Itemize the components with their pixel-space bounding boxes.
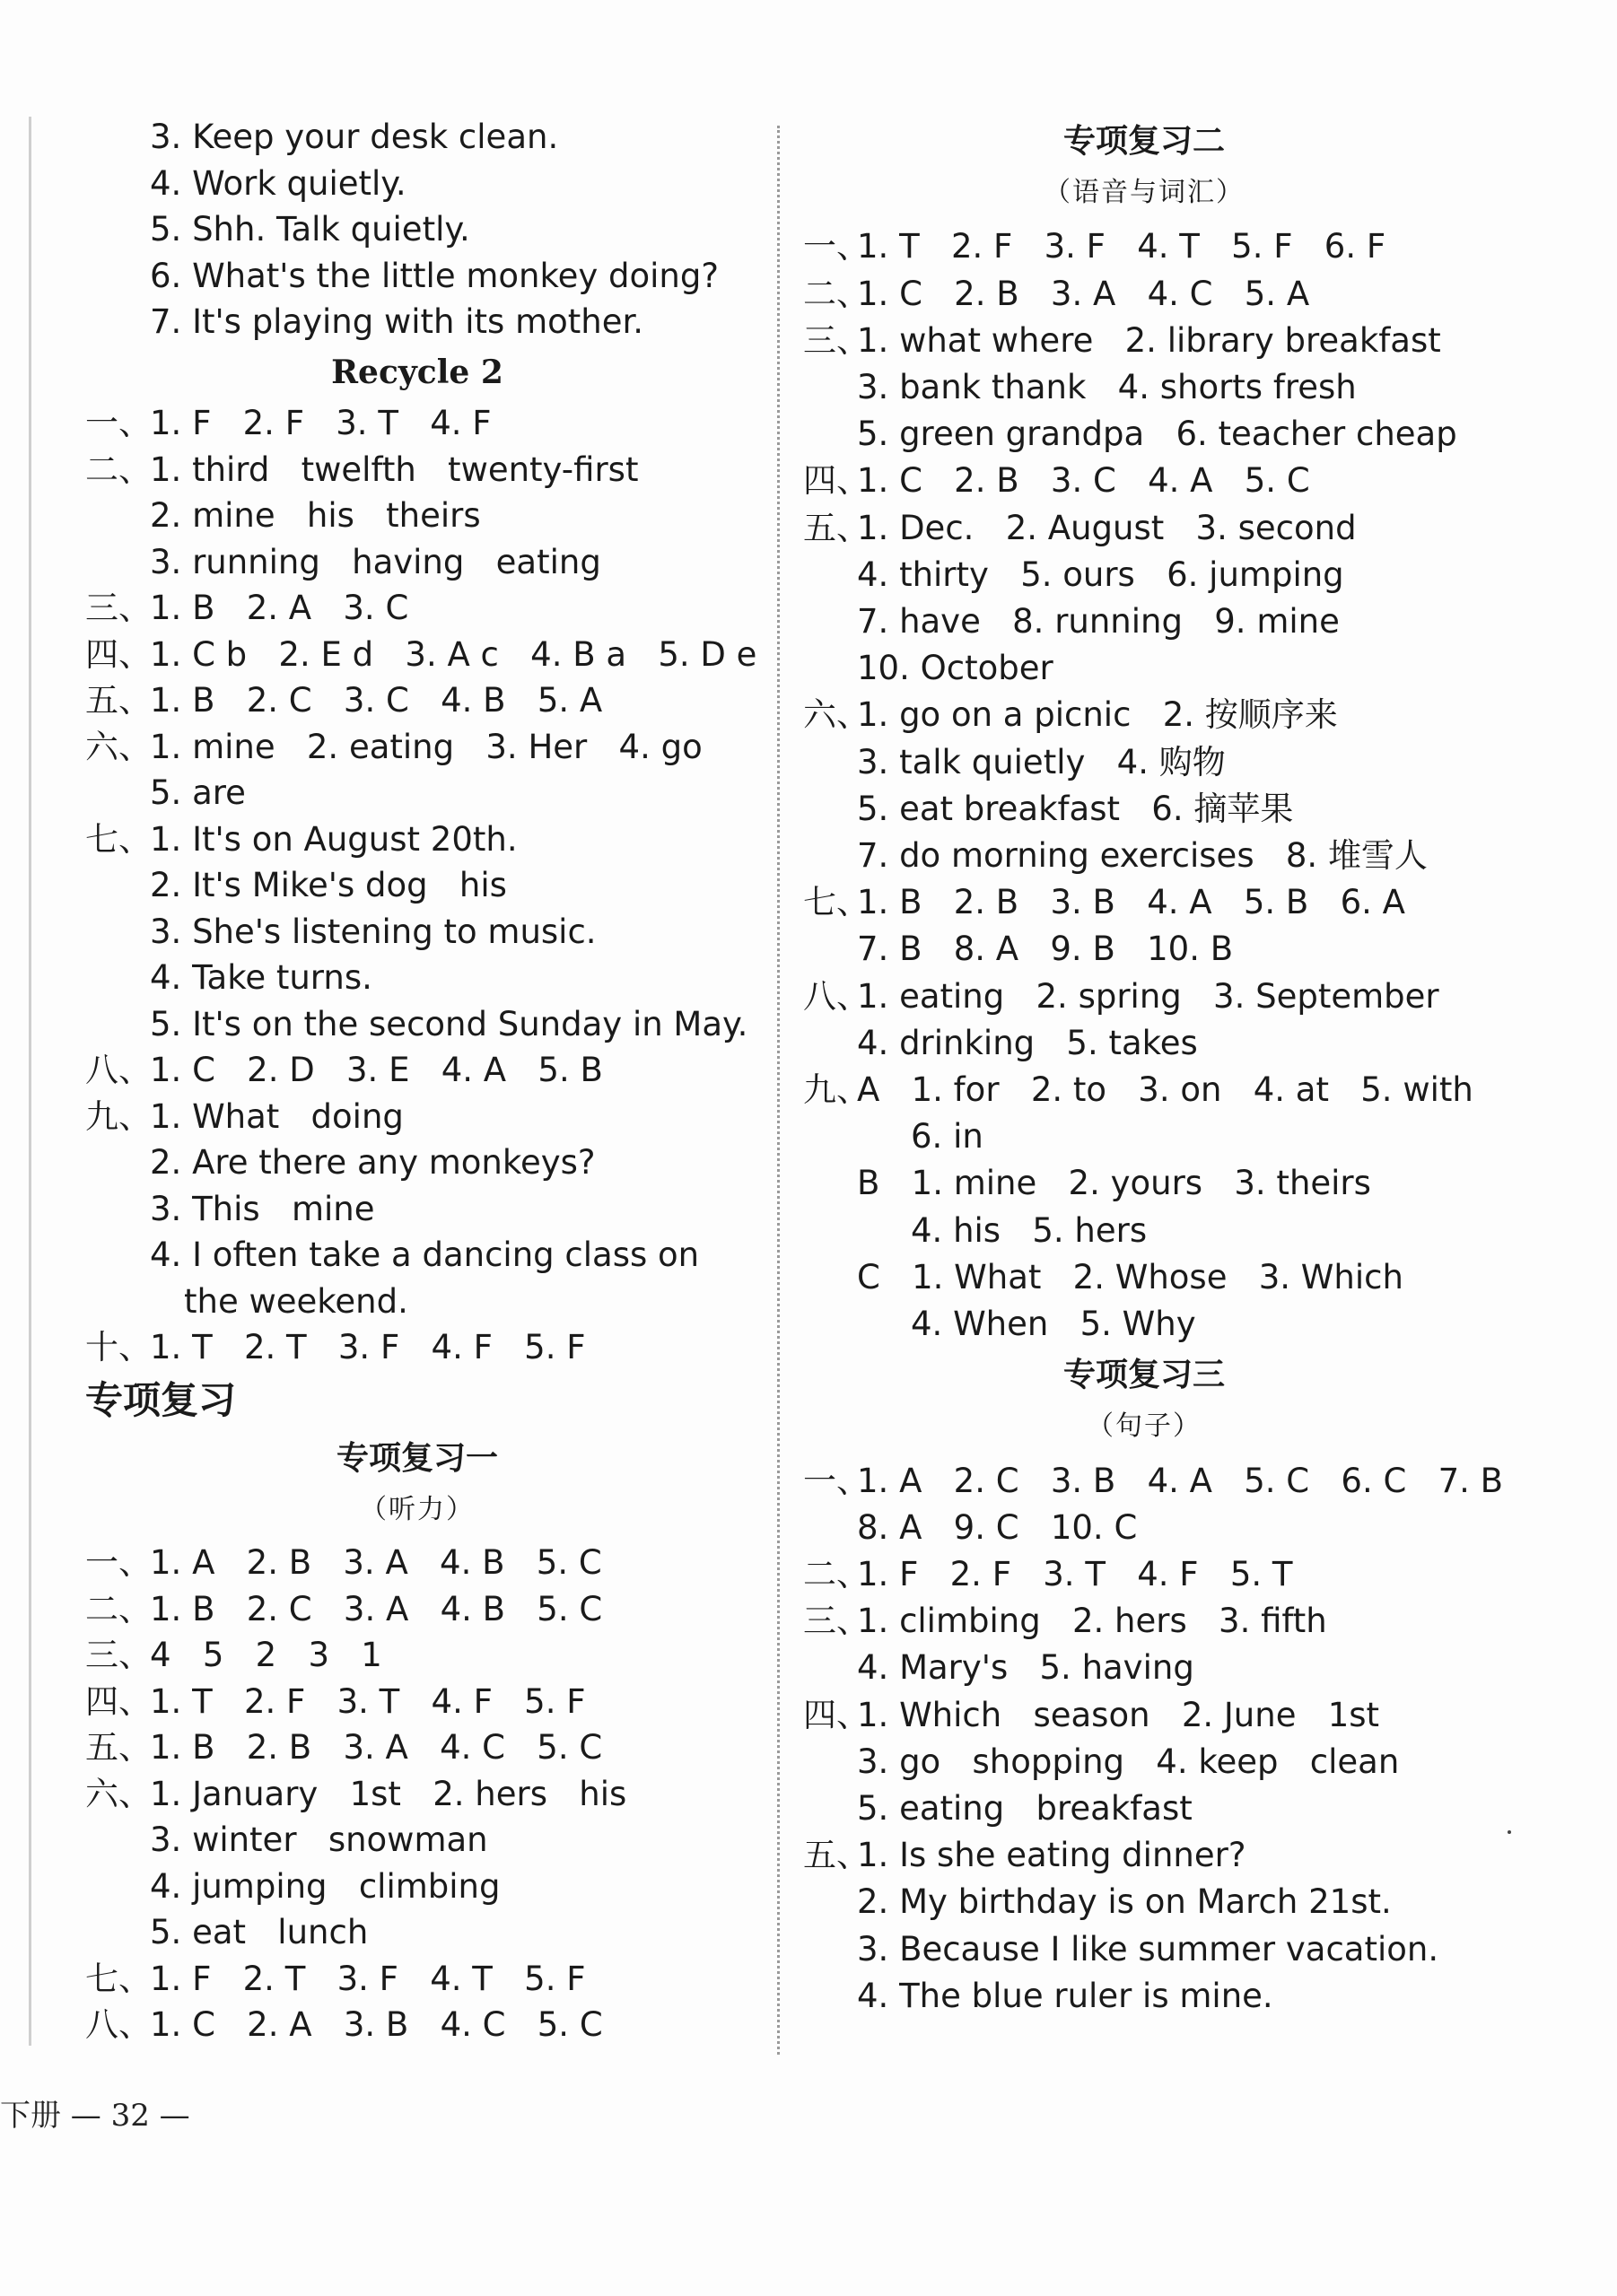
answer-text: 1. B 2. B 3. B 4. A 5. B 6. A: [857, 883, 1405, 922]
question-number: 五、: [803, 508, 870, 547]
answer-text: 1. C 2. B 3. C 4. A 5. C: [857, 461, 1310, 501]
question-number: 八、: [85, 2005, 152, 2044]
question-number: 二、: [85, 1589, 152, 1628]
left-margin-rule: [29, 117, 31, 2046]
answer-text: 2. My birthday is on March 21st.: [857, 1882, 1392, 1922]
answer-text: 5. Shh. Talk quietly.: [150, 210, 470, 249]
answer-text: 5. It's on the second Sunday in May.: [150, 1004, 748, 1043]
question-number: 二、: [803, 274, 870, 313]
question-number: 一、: [85, 404, 152, 442]
answer-text: 1. C 2. D 3. E 4. A 5. B: [150, 1051, 603, 1089]
question-number: 七、: [85, 819, 152, 859]
answer-text: 3. talk quietly 4. 购物: [857, 742, 1226, 781]
question-number: 一、: [803, 1461, 870, 1500]
answer-text: 4 5 2 3 1: [150, 1636, 382, 1674]
answer-text: 5. eat breakfast 6. 摘苹果: [857, 789, 1294, 828]
answer-text: 1. Dec. 2. August 3. second: [857, 508, 1357, 547]
question-number: 三、: [85, 1636, 152, 1674]
answer-text: the weekend.: [184, 1281, 408, 1321]
question-number: 十、: [85, 1328, 152, 1366]
question-number: 八、: [85, 1051, 152, 1089]
answer-text: 1. What doing: [150, 1096, 404, 1136]
question-number: 八、: [803, 976, 870, 1016]
answer-text: 4. The blue ruler is mine.: [857, 1976, 1273, 2015]
question-number: 一、: [85, 1543, 152, 1582]
answer-text: 1. mine 2. eating 3. Her 4. go: [150, 727, 703, 766]
question-number: 五、: [85, 1728, 152, 1767]
answer-text: 4. Take turns.: [150, 958, 372, 997]
answer-text: 6. in: [911, 1117, 983, 1157]
answer-text: 5. eat lunch: [150, 1913, 369, 1951]
answer-text: 1. T 2. F 3. F 4. T 5. F 6. F: [857, 227, 1386, 266]
question-number: 九、: [85, 1096, 152, 1136]
question-number: 七、: [85, 1959, 152, 1998]
question-number: 三、: [803, 1602, 870, 1641]
answer-text: 4. drinking 5. takes: [857, 1023, 1198, 1062]
answer-text: 3. Because I like summer vacation.: [857, 1929, 1439, 1969]
question-number: 九、: [803, 1070, 870, 1109]
answer-text: 2. Are there any monkeys?: [150, 1143, 596, 1182]
answer-text: 1. T 2. T 3. F 4. F 5. F: [150, 1328, 586, 1366]
answer-text: 4. I often take a dancing class on: [150, 1235, 700, 1274]
question-number: 四、: [803, 461, 870, 501]
answer-text: 1. Is she eating dinner?: [857, 1836, 1246, 1875]
answer-text: 4. Work quietly.: [150, 163, 406, 203]
answer-text: 1. climbing 2. hers 3. fifth: [857, 1602, 1327, 1641]
answer-text: C 1. What 2. Whose 3. Which: [857, 1257, 1403, 1296]
answer-text: 1. T 2. F 3. T 4. F 5. F: [150, 1681, 586, 1721]
column-divider: [777, 126, 780, 2055]
answer-text: 1. C 2. A 3. B 4. C 5. C: [150, 2005, 603, 2044]
answer-text: 1. January 1st 2. hers his: [150, 1774, 627, 1813]
section-title: Recycle 2: [331, 353, 503, 391]
answer-text: 7. have 8. running 9. mine: [857, 602, 1340, 641]
answer-text: 1. B 2. C 3. C 4. B 5. A: [150, 681, 603, 720]
section-title: 专项复习一: [336, 1439, 498, 1477]
question-number: 六、: [85, 1774, 152, 1813]
answer-text: 1. C b 2. E d 3. A c 4. B a 5. D e: [150, 634, 757, 674]
answer-text: 7. do morning exercises 8. 堆雪人: [857, 836, 1428, 875]
chapter-heading: 专项复习: [85, 1377, 237, 1422]
section-title: 专项复习三: [1062, 1356, 1225, 1394]
answer-text: 3. winter snowman: [150, 1820, 488, 1859]
answer-text: 5. are: [150, 773, 246, 812]
answer-text: 7. It's playing with its mother.: [150, 302, 644, 341]
answer-text: 1. A 2. B 3. A 4. B 5. C: [150, 1543, 602, 1582]
answer-text: 1. third twelfth twenty-first: [150, 450, 639, 489]
question-number: 五、: [85, 681, 152, 720]
answer-text: 1. F 2. T 3. F 4. T 5. F: [150, 1959, 586, 1998]
page-footer: 下册 — 32 —: [0, 2098, 190, 2134]
answer-text: 4. jumping climbing: [150, 1866, 501, 1906]
answer-text: 1. B 2. C 3. A 4. B 5. C: [150, 1589, 603, 1628]
answer-text: 8. A 9. C 10. C: [857, 1507, 1138, 1547]
answer-text: 1. go on a picnic 2. 按顺序来: [857, 695, 1338, 735]
answer-text: 1. eating 2. spring 3. September: [857, 976, 1439, 1016]
section-subtitle: （句子）: [1087, 1410, 1202, 1443]
question-number: 四、: [803, 1695, 870, 1734]
answer-text: 3. running having eating: [150, 542, 601, 581]
answer-text: 7. B 8. A 9. B 10. B: [857, 930, 1234, 969]
answer-text: 1. F 2. F 3. T 4. F 5. T: [857, 1555, 1293, 1593]
answer-text: 3. She's listening to music.: [150, 912, 597, 951]
answer-text: 4. thirty 5. ours 6. jumping: [857, 554, 1344, 594]
answer-text: 3. This mine: [150, 1189, 375, 1228]
answer-text: 1. what where 2. library breakfast: [857, 320, 1441, 360]
section-subtitle: （听力）: [360, 1493, 475, 1525]
answer-text: 1. A 2. C 3. B 4. A 5. C 6. C 7. B: [857, 1461, 1504, 1500]
answer-text: 1. C 2. B 3. A 4. C 5. A: [857, 274, 1310, 313]
section-title: 专项复习二: [1062, 122, 1225, 160]
answer-text: 1. F 2. F 3. T 4. F: [150, 404, 492, 442]
question-number: 七、: [803, 883, 870, 922]
answer-text: 3. bank thank 4. shorts fresh: [857, 368, 1357, 406]
answer-text: 4. When 5. Why: [911, 1305, 1196, 1343]
answer-text: 4. his 5. hers: [911, 1210, 1148, 1250]
answer-text: B 1. mine 2. yours 3. theirs: [857, 1164, 1371, 1203]
question-number: 五、: [803, 1836, 870, 1875]
question-number: 二、: [803, 1555, 870, 1593]
question-number: 三、: [85, 589, 152, 627]
stray-dot: [1508, 1830, 1511, 1834]
question-number: 六、: [803, 695, 870, 735]
question-number: 四、: [85, 634, 152, 674]
answer-text: 4. Mary's 5. having: [857, 1648, 1194, 1688]
answer-text: 5. green grandpa 6. teacher cheap: [857, 415, 1457, 454]
question-number: 四、: [85, 1681, 152, 1721]
answer-text: 1. B 2. A 3. C: [150, 589, 409, 627]
answer-text: 3. Keep your desk clean.: [150, 118, 559, 156]
answer-text: 2. mine his theirs: [150, 496, 481, 535]
answer-text: 5. eating breakfast: [857, 1789, 1193, 1828]
section-subtitle: （语音与词汇）: [1044, 177, 1245, 209]
answer-text: 1. B 2. B 3. A 4. C 5. C: [150, 1728, 603, 1767]
answer-text: 3. go shopping 4. keep clean: [857, 1742, 1400, 1781]
answer-text: 10. October: [857, 649, 1053, 688]
question-number: 三、: [803, 320, 870, 360]
answer-text: 2. It's Mike's dog his: [150, 866, 507, 904]
question-number: 六、: [85, 727, 152, 766]
question-number: 二、: [85, 450, 152, 489]
answer-text: A 1. for 2. to 3. on 4. at 5. with: [857, 1070, 1473, 1109]
question-number: 一、: [803, 227, 870, 266]
answer-text: 1. It's on August 20th.: [150, 819, 518, 859]
answer-text: 1. Which season 2. June 1st: [857, 1695, 1380, 1734]
answer-text: 6. What's the little monkey doing?: [150, 256, 719, 295]
